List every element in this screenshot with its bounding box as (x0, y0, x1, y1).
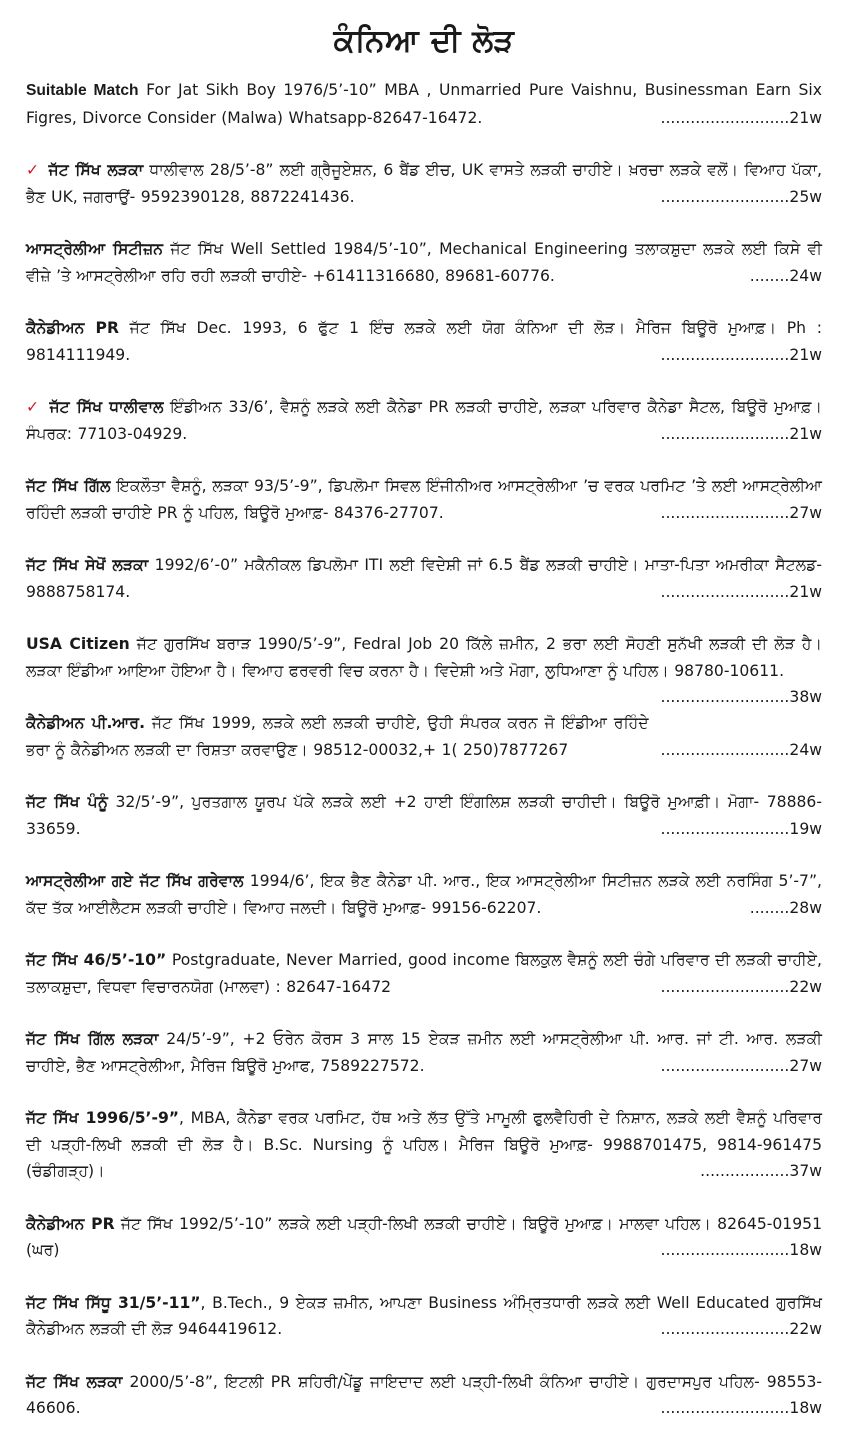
classified-listing (26, 315, 822, 368)
classified-listing (26, 77, 822, 131)
listing-body: ਧਾਲੀਵਾਲ 28/5’-8” ਲਈ ਗ੍ਰੈਜੂਏਸ਼ਨ, 6 ਬੈਂਡ ਈਚ, UK ਵਾਸਤੇ ਲੜਕੀ ਚਾਹੀਏ। ਖ਼ਰਚਾ ਲੜਕੇ ਵਲੋਂ। ਵਿਆਹ ਪੱਕਾ, ਭੈਣ UK, ਜਗਰਾਉਂ- 9592390128, 8872241436. (26, 161, 822, 206)
listing-text (26, 315, 822, 368)
listing-text (26, 1211, 822, 1264)
listing-text (26, 1369, 822, 1422)
listing-lead: ਜੱਟ ਸਿੱਖ ਧਾਲੀਵਾਲ (49, 398, 164, 416)
listing-lead: ਜੱਟ ਸਿੱਖ ਲੜਕਾ (26, 1372, 123, 1391)
listing-lead: ਜੱਟ ਸਿੱਖ ਸੇਖੋਂ ਲੜਕਾ (26, 556, 149, 574)
listing-body: 32/5’-9”, ਪੁਰਤਗਾਲ ਯੂਰਪ ਪੱਕੇ ਲੜਕੇ ਲਈ +2 ਹਾਈ ਇੰਗਲਿਸ਼ ਲੜਕੀ ਚਾਹੀਦੀ। ਬਿਊਰੋ ਮੁਆਫ਼ੀ। ਮੋਗਾ- 78886-33659. (26, 793, 822, 838)
word-count-rate: ..........................21w (660, 582, 822, 601)
word-count-rate: ..........................38w (660, 688, 822, 706)
listing-body: ਜੱਟ ਗੁਰਸਿੱਖ ਬਰਾੜ 1990/5’-9”, Fedral Job 20 ਕਿੱਲੇ ਜ਼ਮੀਨ, 2 ਭਰਾ ਲਈ ਸੋਹਣੀ ਸੁਨੱਖੀ ਲੜਕੀ ਦੀ ਲੋੜ ਹੈ। ਲੜਕਾ ਇੰਡੀਆ ਆਇਆ ਹੋਇਆ ਹੈ। ਵਿਆਹ ਫਰਵਰੀ ਵਿਚ ਕਰਨਾ ਹੈ। ਵਿਦੇਸ਼ੀ ਅਤੇ ਮੋਗਾ, ਲੁਧਿਆਣਾ ਨੂੰ ਪਹਿਲ। 98780-10611. (26, 635, 823, 680)
page-title: ਕੰਨਿਆ ਦੀ ਲੋੜ (333, 23, 515, 59)
listing-lead: ਜੱਟ ਸਿੱਖ ਗਿੱਲ ਲੜਕਾ (26, 1030, 159, 1048)
word-count-rate: ..........................24w (660, 740, 822, 759)
classified-listing (26, 789, 822, 842)
word-count-rate: ..........................21w (660, 424, 822, 443)
classified-listing (26, 394, 822, 447)
listing-lead: ਜੱਟ ਸਿੱਖ ਸਿੱਧੂ 31/5’-11” (26, 1293, 201, 1312)
classified-listing (26, 868, 822, 921)
listing-text (26, 789, 822, 842)
classified-listing (26, 1026, 822, 1079)
listing-lead: ਕੈਨੇਡੀਅਨ PR (26, 1214, 115, 1233)
listing-lead: Suitable Match (26, 82, 139, 99)
listing-text (26, 236, 822, 289)
word-count-rate: ..........................21w (660, 108, 822, 127)
classified-listing (26, 473, 822, 526)
listing-text (26, 710, 822, 763)
listing-text (26, 1105, 822, 1185)
listing-text (26, 157, 822, 210)
classified-listing (26, 631, 823, 706)
word-count-rate: ..........................22w (660, 1320, 822, 1338)
listing-text (26, 1290, 822, 1343)
word-count-rate: ..........................22w (660, 977, 822, 996)
listings-column (26, 77, 822, 1422)
word-count-rate: ..........................21w (660, 345, 822, 364)
listing-lead: USA Citizen (26, 635, 130, 653)
word-count-rate: ..........................25w (660, 187, 822, 206)
word-count-rate: ........28w (749, 898, 822, 917)
listing-body: For Jat Sikh Boy 1976/5’-10” MBA , Unmarried Pure Vaishnu, Businessman Earn Six Figres, Divorce Consider (Malwa) Whatsapp-82647-16472. (26, 81, 822, 127)
word-count-rate: ..........................27w (660, 503, 822, 522)
word-count-rate: ..................37w (700, 1162, 822, 1180)
listing-body: ਜੱਟ ਸਿੱਖ 1992/5’-10” ਲੜਕੇ ਲਈ ਪੜ੍ਹੀ-ਲਿਖੀ ਲੜਕੀ ਚਾਹੀਏ। ਬਿਊਰੋ ਮੁਆਫ਼। ਮਾਲਵਾ ਪਹਿਲ। 82645-01951 (ਘਰ) (26, 1214, 822, 1259)
word-count-rate: ..........................27w (660, 1056, 822, 1075)
classified-listing (26, 1211, 822, 1264)
word-count-rate: ........24w (749, 266, 822, 285)
listing-body: ਇੰਡੀਅਨ 33/6’, ਵੈਸ਼ਨੂੰ ਲੜਕੇ ਲਈ ਕੈਨੇਡਾ PR ਲੜਕੀ ਚਾਹੀਏ, ਲੜਕਾ ਪਰਿਵਾਰ ਕੈਨੇਡਾ ਸੈਟਲ, ਬਿਊਰੋ ਮੁਆਫ਼। ਸੰਪਰਕ: 77103-04929. (26, 398, 823, 443)
listing-body: , MBA, ਕੈਨੇਡਾ ਵਰਕ ਪਰਮਿਟ, ਹੱਥ ਅਤੇ ਲੱਤ ਉੱਤੇ ਮਾਮੂਲੀ ਫੁਲਵੈਹਿਰੀ ਦੇ ਨਿਸ਼ਾਨ, ਲੜਕੇ ਲਈ ਵੈਸ਼ਨੂੰ ਪਰਿਵਾਰ ਦੀ ਪੜ੍ਹੀ-ਲਿਖੀ ਲੜਕੀ ਦੀ ਲੋੜ ਹੈ। B.Sc. Nursing ਨੂੰ ਪਹਿਲ। ਮੈਰਿਜ ਬਿਊਰੋ ਮੁਆਫ਼- 9988701475, 9814-961475 (ਚੰਡੀਗੜ੍ਹ)। (26, 1109, 822, 1180)
classified-listing (26, 552, 822, 605)
classified-listing (26, 1290, 822, 1343)
listing-text (26, 473, 822, 526)
listing-lead: ਆਸਟ੍ਰੇਲੀਆ ਗਏ ਜੱਟ ਸਿੱਖ ਗਰੇਵਾਲ (26, 872, 244, 890)
listing-body: Postgraduate, Never Married, good income ਬਿਲਕੁਲ ਵੈਸ਼ਨੂੰ ਲਈ ਚੰਗੇ ਪਰਿਵਾਰ ਦੀ ਲੜਕੀ ਚਾਹੀਏ, ਤਲਾਕਸ਼ੁਦਾ, ਵਿਧਵਾ ਵਿਚਾਰਨਯੋਗ (ਮਾਲਵਾ) : 82647-16472 (26, 951, 823, 996)
listing-body: , B.Tech., 9 ਏਕੜ ਜ਼ਮੀਨ, ਆਪਣਾ Business ਅੰਮ੍ਰਿਤਧਾਰੀ ਲੜਕੇ ਲਈ Well Educated ਗੁਰਸਿੱਖ ਕੈਨੇਡੀਅਨ ਲੜਕੀ ਦੀ ਲੋੜ 9464419612. (26, 1293, 822, 1338)
classified-listing (26, 1369, 822, 1422)
word-count-rate: ..........................19w (660, 819, 822, 838)
listing-text (26, 77, 822, 131)
listing-text (26, 868, 822, 921)
listing-text (26, 1026, 822, 1079)
listing-body: ਇਕਲੌਤਾ ਵੈਸ਼ਨੂੰ, ਲੜਕਾ 93/5’-9”, ਡਿਪਲੋਮਾ ਸਿਵਲ ਇੰਜੀਨੀਅਰ ਆਸਟ੍ਰੇਲੀਆ ’ਚ ਵਰਕ ਪਰਮਿਟ ’ਤੇ ਲਈ ਆਸਟ੍ਰੇਲੀਆ ਰਹਿੰਦੀ ਲੜਕੀ ਚਾਹੀਏ PR ਨੂੰ ਪਹਿਲ, ਬਿਊਰੋ ਮੁਆਫ਼- 84376-27707. (26, 477, 822, 522)
listing-body: ਜੱਟ ਸਿੱਖ Well Settled 1984/5’-10”, Mechanical Engineering ਤਲਾਕਸ਼ੁਦਾ ਲੜਕੇ ਲਈ ਕਿਸੇ ਵੀ ਵੀਜ਼ੇ ’ਤੇ ਆਸਟ੍ਰੇਲੀਆ ਰਹਿ ਰਹੀ ਲੜਕੀ ਚਾਹੀਏ- +61411316680, 89681-60776. (26, 240, 822, 285)
checkmark-icon: ✓ (26, 398, 48, 416)
listing-body: 2000/5’-8”, ਇਟਲੀ PR ਸ਼ਹਿਰੀ/ਪੇਂਡੂ ਜਾਇਦਾਦ ਲਈ ਪੜ੍ਹੀ-ਲਿਖੀ ਕੰਨਿਆ ਚਾਹੀਏ। ਗੁਰਦਾਸਪੁਰ ਪਹਿਲ- 98553-46606. (26, 1372, 822, 1417)
listing-lead: ਆਸਟ੍ਰੇਲੀਆ ਸਿਟੀਜ਼ਨ (26, 240, 164, 258)
listing-lead: ਕੈਨੇਡੀਅਨ PR (26, 319, 119, 337)
classified-listing (26, 236, 822, 289)
listing-lead: ਜੱਟ ਸਿੱਖ 46/5’-10” (26, 951, 167, 969)
listing-body: 1992/6’-0” ਮਕੈਨੀਕਲ ਡਿਪਲੋਮਾ ITI ਲਈ ਵਿਦੇਸ਼ੀ ਜਾਂ 6.5 ਬੈਂਡ ਲੜਕੀ ਚਾਹੀਏ। ਮਾਤਾ-ਪਿਤਾ ਅਮਰੀਕਾ ਸੈਟਲਡ- 9888758174. (26, 556, 822, 601)
classified-listing (26, 1105, 822, 1185)
listing-body: ਜੱਟ ਸਿੱਖ 1999, ਲੜਕੇ ਲਈ ਲੜਕੀ ਚਾਹੀਏ, ਉਹੀ ਸੰਪਰਕ ਕਰਨ ਜੋ ਇੰਡੀਆ ਰਹਿੰਦੇ ਭਰਾ ਨੂੰ ਕੈਨੇਡੀਅਨ ਲੜਕੀ ਦਾ ਰਿਸ਼ਤਾ ਕਰਵਾਉਣ। 98512-00032,+ 1( 250)7877267 (26, 714, 649, 759)
listing-lead: ਕੈਨੇਡੀਅਨ ਪੀ.ਆਰ. (26, 714, 145, 732)
word-count-rate: ..........................18w (660, 1241, 822, 1259)
listing-body: 24/5’-9”, +2 ਓਰੇਨ ਕੋਰਸ 3 ਸਾਲ 15 ਏਕੜ ਜ਼ਮੀਨ ਲਈ ਆਸਟ੍ਰੇਲੀਆ ਪੀ. ਆਰ. ਜਾਂ ਟੀ. ਆਰ. ਲੜਕੀ ਚਾਹੀਏ, ਭੈਣ ਆਸਟ੍ਰੇਲੀਆ, ਮੈਰਿਜ ਬਿਊਰੋ ਮੁਆਫ, 7589227572. (26, 1030, 822, 1075)
classified-listing (26, 947, 822, 1000)
listing-body: 1994/6’, ਇਕ ਭੈਣ ਕੈਨੇਡਾ ਪੀ. ਆਰ., ਇਕ ਆਸਟ੍ਰੇਲੀਆ ਸਿਟੀਜ਼ਨ ਲੜਕੇ ਲਈ ਨਰਸਿੰਗ 5’-7”, ਕੱਦ ਤੱਕ ਆਈਲੈਟਸ ਲੜਕੀ ਚਾਹੀਏ। ਵਿਆਹ ਜਲਦੀ। ਬਿਊਰੋ ਮੁਆਫ਼- 99156-62207. (26, 872, 822, 917)
listing-text (26, 947, 822, 1000)
listing-text (26, 394, 822, 447)
classified-listing (26, 157, 822, 210)
classified-listing (26, 710, 822, 763)
listing-text (26, 631, 823, 706)
listing-lead: ਜੱਟ ਸਿੱਖ ਪੰਨੂੰ (26, 793, 108, 811)
listing-body: ਜੱਟ ਸਿੱਖ Dec. 1993, 6 ਫੁੱਟ 1 ਇੰਚ ਲੜਕੇ ਲਈ ਯੋਗ ਕੰਨਿਆ ਦੀ ਲੋੜ। ਮੈਰਿਜ ਬਿਊਰੋ ਮੁਆਫ਼। Ph : 9814111949. (26, 319, 822, 364)
listing-lead: ਜੱਟ ਸਿੱਖ 1996/5’-9” (26, 1109, 180, 1127)
word-count-rate: ..........................18w (660, 1399, 822, 1417)
listing-text (26, 552, 822, 605)
listing-lead: ਜੱਟ ਸਿੱਖ ਲੜਕਾ (48, 161, 144, 179)
checkmark-icon: ✓ (26, 161, 47, 179)
listing-lead: ਜੱਟ ਸਿੱਖ ਗਿੱਲ (26, 477, 111, 495)
